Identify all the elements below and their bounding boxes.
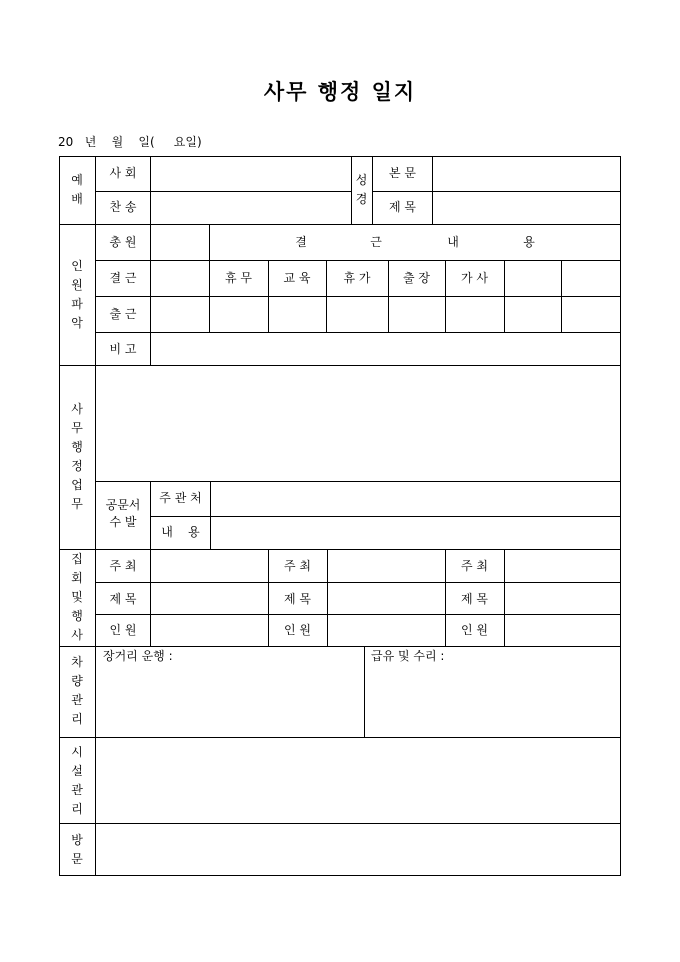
presider-label: 사 회	[109, 166, 137, 180]
meeting-subject-label: 제 목	[284, 592, 311, 606]
long-distance-label: 장거리 운행 :	[103, 649, 173, 663]
absence-col-vacation: 휴 가	[343, 271, 371, 285]
visit-section-label: 방 문	[71, 833, 83, 866]
official-document-label: 공문서 수 발	[105, 498, 141, 529]
facility-section-label: 시 설 관 리	[71, 745, 83, 816]
date-line: 20 년 월 일( 요일)	[58, 135, 202, 149]
meeting-subject-label: 제 목	[461, 592, 488, 606]
scripture-label: 성 경	[355, 173, 368, 206]
meeting-host-label: 주 최	[284, 559, 311, 573]
content-label: 내 용	[161, 525, 200, 539]
admin-log-form	[59, 156, 621, 876]
absence-header-char: 내	[447, 235, 459, 249]
absence-header-char: 근	[370, 235, 382, 249]
meeting-host-label: 주 최	[461, 559, 488, 573]
meetings-section-label: 집 회 및 행 사	[71, 552, 83, 642]
absence-header-char: 결	[295, 235, 307, 249]
page-title: 사무 행정 일지	[263, 79, 417, 104]
total-staff-label: 총 원	[109, 235, 137, 249]
absence-header-char: 용	[523, 235, 535, 249]
meeting-subject-label: 제 목	[109, 592, 137, 606]
meeting-people-label: 인 원	[461, 623, 488, 637]
absence-col-business-trip: 출 장	[403, 271, 430, 285]
meeting-host-label: 주 최	[109, 559, 137, 573]
sermon-title-label: 제 목	[389, 200, 416, 214]
worship-section-label: 예 배	[71, 173, 83, 206]
personnel-section-label: 인 원 파 악	[71, 259, 83, 330]
absence-col-training: 교 육	[283, 271, 311, 285]
absence-col-dayoff: 휴 무	[225, 271, 252, 285]
attend-label: 출 근	[109, 307, 137, 321]
absent-label: 결 근	[109, 271, 137, 285]
absence-col-family: 가 사	[461, 271, 488, 285]
main-text-label: 본 문	[389, 166, 416, 180]
meeting-people-label: 인 원	[109, 623, 137, 637]
meeting-people-label: 인 원	[284, 623, 311, 637]
hymn-label: 찬 송	[109, 200, 137, 214]
vehicle-section-label: 차 량 관 리	[71, 655, 83, 726]
remarks-label: 비 고	[109, 342, 137, 356]
fuel-repair-label: 급유 및 수리 :	[371, 649, 445, 663]
host-agency-label: 주 관 처	[159, 491, 202, 505]
admin-section-label: 사 무 행 정 업 무	[71, 402, 83, 511]
